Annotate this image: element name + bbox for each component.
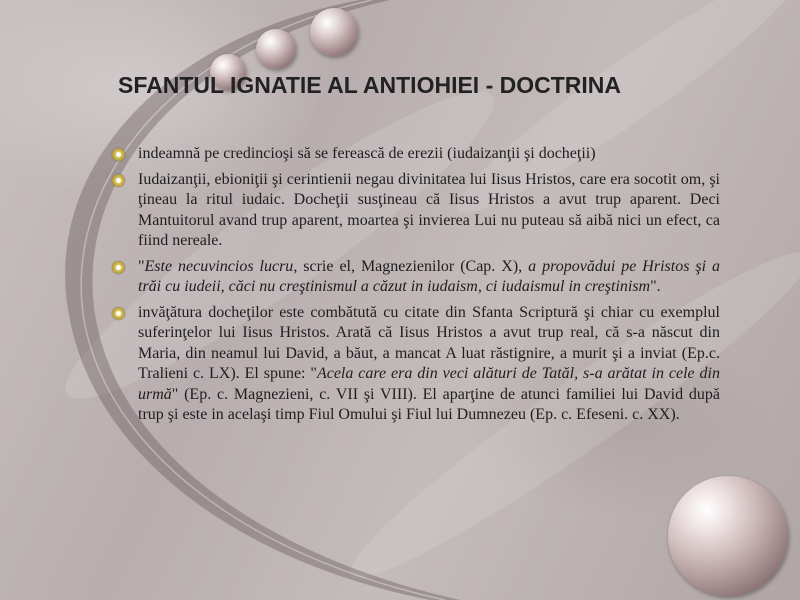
bullet-icon: [112, 261, 125, 274]
text-run: Iudaizanţii, ebioniţii şi cerintienii negau divinitatea lui Iisus Hristos, care era socotit om, şi ţineau la ritul iudaic. Docheţii susţineau că Iisus Hristos a avut trup aparent. Deci Mantuitorul avand trup aparent, moartea şi invierea Lui nu puteau să aibă nici un efect, ca fiind nereale.: [138, 170, 720, 249]
italic-quote: a propovădui pe Hristos şi a trăi cu iudeii, căci nu creştinismul a căzut in iudaism, ci iudaismul in creştinism: [138, 257, 721, 295]
text-run: ".: [650, 278, 661, 295]
bullet-icon: [112, 174, 125, 187]
text-run: invăţătura docheţilor este combătută cu citate din Sfanta Scriptură şi chiar cu exemplul suferinţelor lui Iisus Hristos. Arată că Iisus Hristos a avut trup real, că s-a născut din Maria, din neamul lui David, a băut, a mancat A luat răstignire, a murit şi a inviat (Ep.c. Tralieni c. LX). El spune: ": [138, 303, 720, 382]
text-run: , scrie el, Magnezienilor (Cap. X),: [293, 257, 529, 275]
sphere-icon: [310, 8, 358, 56]
text-run: " (Ep. c. Magnezieni, c. VII şi VIII). El aparţine de atunci familiei lui David după trup şi este in acelaşi timp Fiul Omului şi Fiul lui Dumnezeu (Ep. c. Efeseni. c. XX).: [138, 385, 720, 423]
bullet-item: [108, 303, 720, 426]
text-run: indeamnă pe credincioşi să se ferească de erezii (iudaizanţii şi docheţii): [138, 145, 596, 162]
italic-quote: Acela care era din veci alături de Tatăl, s-a arătat in cele din urmă: [138, 365, 721, 403]
italic-quote: Este necuvincios lucru: [144, 257, 294, 275]
bullet-item: [108, 257, 720, 298]
sphere-icon: [668, 476, 788, 596]
bullet-list: [108, 144, 720, 431]
bullet-text: [138, 303, 720, 426]
bullet-item: [108, 170, 720, 252]
bullet-icon: [112, 148, 125, 161]
bullet-text: [138, 257, 720, 298]
sphere-icon: [256, 29, 296, 69]
slide-title: SFANTUL IGNATIE AL ANTIOHIEI - DOCTRINA: [118, 72, 622, 98]
text-run: ": [138, 257, 145, 275]
bullet-text: [138, 144, 720, 165]
bullet-item: [108, 144, 720, 165]
bullet-icon: [112, 307, 125, 320]
bullet-text: [138, 170, 720, 252]
